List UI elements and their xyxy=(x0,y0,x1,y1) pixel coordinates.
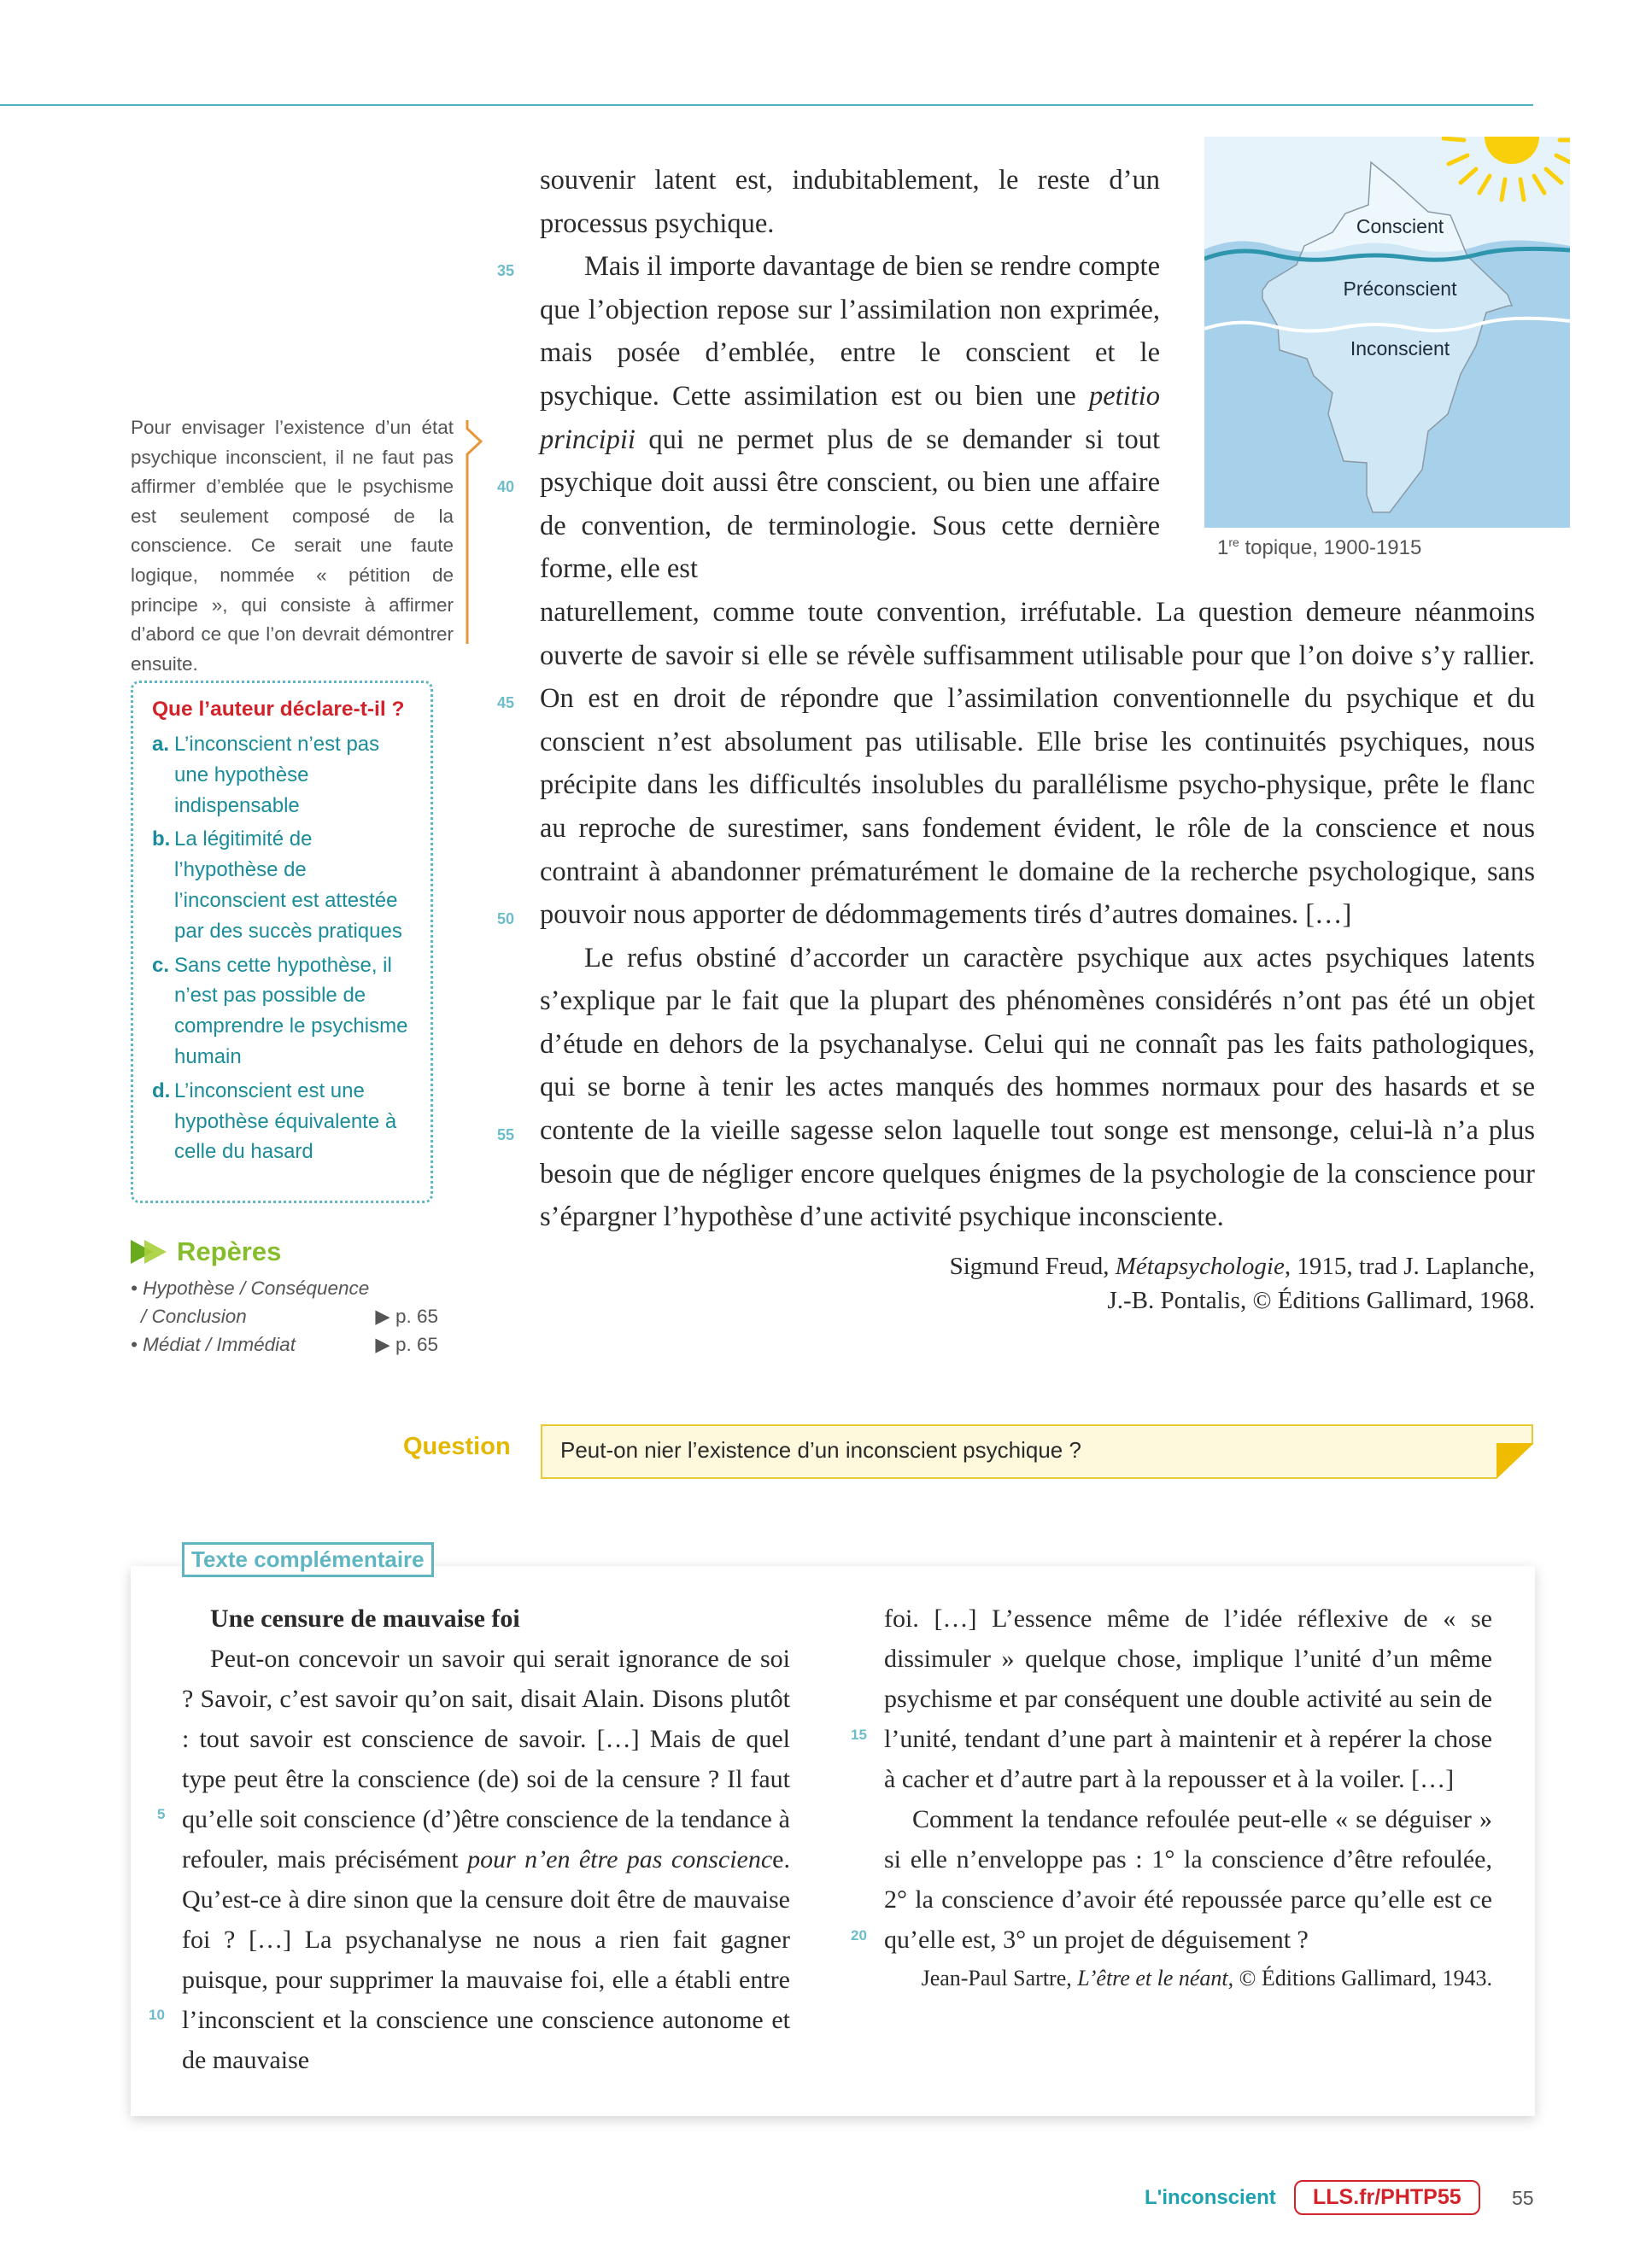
citation: Jean-Paul Sartre, L’être et le néant, © Éditions Gallimard, 1943. xyxy=(921,1966,1492,1990)
footer-link-button[interactable]: LLS.fr/PHTP55 xyxy=(1294,2180,1480,2215)
reperes-page-link[interactable]: ▶ p. 65 xyxy=(375,1334,438,1355)
paragraph: Mais il importe davantage de bien se rendre compte que l’objection repose sur l’assimilation non exprimée, mais posée d’emblée, entre le conscient et le psychique. Cette assimilation est ou bien une petitio principii qui ne permet plus de se demander si tout psychique doit aussi être conscient, ou bien une affaire de convention, de terminologie. Sous cette dernière forme, elle est xyxy=(540,251,1160,585)
complementary-label: Texte complémentaire xyxy=(182,1542,434,1577)
quiz-option-text: L’inconscient est une hypothèse équivalente à celle du hasard xyxy=(174,1078,397,1164)
quiz-option-d[interactable] xyxy=(152,1076,417,1167)
reperes-item-label: / Conclusion xyxy=(141,1306,247,1327)
paragraph: Comment la tendance refoulée peut-elle « se déguiser » si elle n’enveloppe pas : 1° la conscience d’être refoulée, 2° la conscience d’avoir été repoussée parce qu’elle est ce qu’elle est, 3° un projet de déguisement ? xyxy=(884,1805,1492,1954)
line-number: 50 xyxy=(497,910,515,927)
complementary-column-1 xyxy=(182,1599,790,2080)
label-inconscient: Inconscient xyxy=(1350,337,1450,359)
complementary-title: Une censure de mauvaise foi xyxy=(210,1605,520,1633)
quiz-title: Que l’auteur déclare-t-il ? xyxy=(152,698,405,721)
quiz-letter: d. xyxy=(152,1078,171,1102)
figure-caption: 1re topique, 1900-1915 xyxy=(1217,535,1422,559)
quiz-option-text: La légitimité de l’hypothèse de l’inconscient est attestée par des succès pratiques xyxy=(174,827,402,943)
reperes-title: Repères xyxy=(177,1236,282,1266)
paragraph: Le refus obstiné d’accorder un caractère psychique aux actes psychiques latents s’explique par le fait que la plupart des phénomènes considérés n’ont pas été un objet d’étude en dehors de la psychanalyse. Celui qui ne connaît pas les faits pathologiques, qui se borne à tenir les actes manqués des hommes normaux pour des hasards et se contente de la vieille sagesse selon laquelle tout songe est mensonge, celui-là n’a plus besoin que de négliger encore quelques énigmes de la psychologie de la conscience pour s’épargner l’hypothèse d’une activité psychique inconsciente. xyxy=(540,942,1535,1233)
sidebar-note: Pour envisager l’existence d’un état psychique inconscient, il ne faut pas affirmer d’emblée que le psychisme est seulement composé de la conscience. Ce serait une faute logique, nommée « pétition de principe », qui consiste à affirmer d’abord ce que l’on devrait démontrer ensuite. xyxy=(131,417,454,675)
iceberg-diagram xyxy=(1204,137,1570,528)
latin-term: petitio principii xyxy=(540,380,1160,455)
line-number: 45 xyxy=(497,694,515,711)
quiz-option-a[interactable] xyxy=(152,729,417,821)
reperes-item[interactable] xyxy=(131,1330,438,1359)
quiz-option-b[interactable] xyxy=(152,824,417,946)
line-number: 15 xyxy=(851,1727,867,1743)
quiz-option-c[interactable] xyxy=(152,950,417,1073)
line-number: 55 xyxy=(497,1126,515,1143)
quiz-option-text: L’inconscient n’est pas une hypothèse indispensable xyxy=(174,733,380,817)
reperes-item[interactable] xyxy=(131,1274,438,1330)
line-number: 5 xyxy=(157,1806,166,1822)
line-number: 35 xyxy=(497,262,515,279)
label-preconscient: Préconscient xyxy=(1343,278,1457,300)
quiz-letter: b. xyxy=(152,827,171,851)
header-rule xyxy=(0,104,1533,106)
paragraph: Peut-on concevoir un savoir qui serait ignorance de soi ? Savoir, c’est savoir qu’on sait, disait Alain. Disons plutôt : tout savoir est conscience de savoir. […] Mais de quel type peut être la conscience (de) soi de la censure ? Il faut qu’elle soit conscience (d’)être conscience de la tendance à refouler, mais précisément pour n’en être pas conscience. Qu’est-ce à dire sinon que la censure doit être de mauvaise foi ? […] La psychanalyse ne nous a rien fait gagner puisque, pour supprimer la mauvaise foi, elle a établi entre l’inconscient et la conscience une conscience autonome et de mauvaise xyxy=(182,1645,790,2074)
quiz-letter: a. xyxy=(152,733,170,756)
reperes-item-label: • Médiat / Immédiat xyxy=(131,1334,296,1355)
question-text: Peut-on nier l’existence d’un inconscient psychique ? xyxy=(560,1437,1081,1463)
footer-section-title: L'inconscient xyxy=(1145,2186,1276,2209)
line-number: 40 xyxy=(497,478,515,495)
line-number: 10 xyxy=(149,2007,165,2023)
paragraph: souvenir latent est, indubitablement, le reste d’un processus psychique. xyxy=(540,165,1160,239)
paragraph: foi. […] L’essence même de l’idée réflexive de « se dissimuler » quelque chose, implique l’unité d’un même psychisme et par conséquent une double activité au sein de l’unité, tendant d’une part à maintenir et à repérer la chose à cacher et d’autre part à la repousser et à la voiler. […] xyxy=(884,1605,1492,1793)
line-number: 20 xyxy=(851,1927,867,1944)
quiz-letter: c. xyxy=(152,953,170,977)
page-number: 55 xyxy=(1512,2187,1534,2209)
label-conscient: Conscient xyxy=(1356,215,1444,237)
reperes-item-label: • Hypothèse / Conséquence xyxy=(131,1277,370,1299)
paragraph: naturellement, comme toute convention, irréfutable. La question demeure néanmoins ouverte de savoir si elle se révèle suffisamment utilisable pour que l’on doive s’y rallier. On est en droit de répondre que l’assimilation conventionnelle du psychique et du conscient n’est absolument pas utilisable. Elle brise les continuités psychiques, nous précipite dans les difficultés insolubles du parallélisme psycho-physique, prête le flanc au reproche de surestimer, sans fondement évident, le rôle de la conscience et nous contraint à abandonner prématurément le domaine de la recherche psychologique, sans pouvoir nous apporter de dédommagements tirés d’autres domaines. […] xyxy=(540,596,1535,931)
citation: Sigmund Freud, Métapsychologie, 1915, trad J. Laplanche, J.-B. Pontalis, © Éditions Gallimard, 1968. xyxy=(949,1252,1535,1314)
quiz-option-text: Sans cette hypothèse, il n’est pas possible de comprendre le psychisme humain xyxy=(174,953,408,1068)
folded-corner-icon xyxy=(1496,1443,1534,1479)
quiz-box xyxy=(131,681,433,1203)
bracket-icon xyxy=(466,420,484,644)
double-arrow-icon xyxy=(131,1238,170,1266)
reperes-section xyxy=(131,1236,438,1359)
question-label: Question xyxy=(403,1433,511,1460)
reperes-page-link[interactable]: ▶ p. 65 xyxy=(375,1306,438,1327)
complementary-column-2 xyxy=(884,1599,1492,1997)
